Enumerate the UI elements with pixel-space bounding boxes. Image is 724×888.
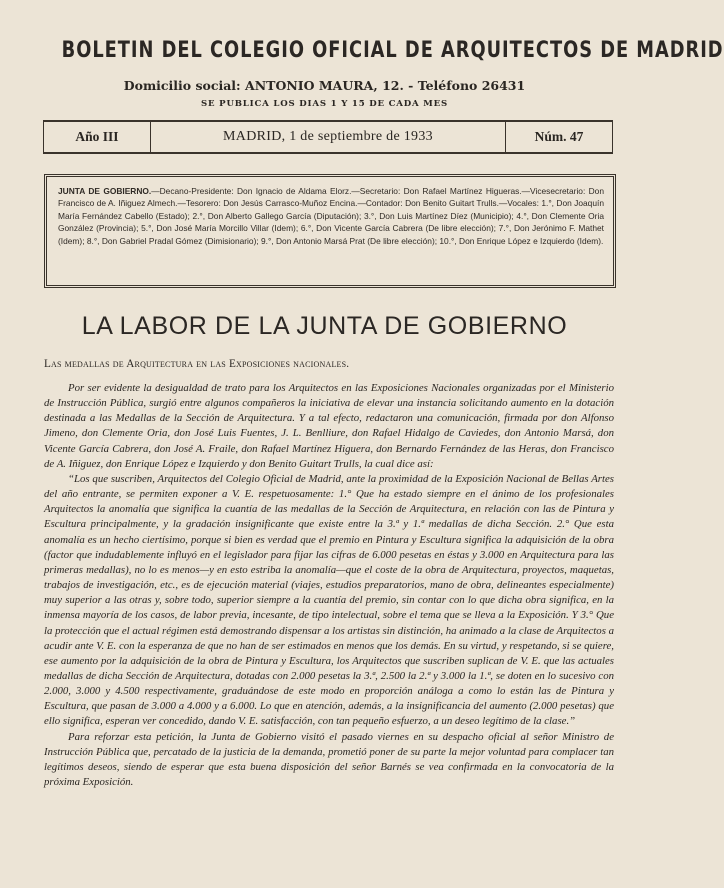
junta-gobierno-text <box>58 185 604 247</box>
article-headline: LA LABOR DE LA JUNTA DE GOBIERNO <box>81 312 568 340</box>
junta-gobierno-lead: JUNTA DE GOBIERNO. <box>58 186 152 196</box>
masthead-frequency: SE PUBLICA LOS DIAS 1 Y 15 DE CADA MES <box>201 99 448 109</box>
issue-year: Año III <box>44 122 151 152</box>
article-paragraph: Para reforzar esta petición, la Junta de Gobierno visitó el pasado viernes en su despacho oficial al señor Ministro de Instrucción Pública que, percatado de la justicia de la demanda, prometió poner de su parte la mejor voluntad para complacer tan legítimos deseos, siendo de esperar que esta buena disposición del señor Barnés se vea confirmada en la convocatoria de la próxima Exposición. <box>44 730 614 789</box>
article-paragraph: Por ser evidente la desigualdad de trato para los Arquitectos en las Exposiciones Nacionales organizadas por el Ministerio de Instrucción Pública, surgió entre algunos compañeros la iniciativa de elevar una instancia solicitando aumento en la dotación destinada a las Medallas de la Sección de Arquitectura. Y a tal efecto, redactaron una comunicación, firmada por don Alfonso Jimeno, don Clemente Oria, don José Luis Fuentes, J. L. Benlliure, don Rafael Hidalgo de Caviedes, don Antonio Marsá, don Vicente García Cabrera, don José A. Fraile, don Rafael Martínez Higuera, don Bernardo Fernández de las Heras, don Francisco de A. Iñiguez, don Enrique López e Izquierdo y don Benito Guitart Trulls, la cual dice así: <box>44 382 614 470</box>
masthead-title: BOLETIN DEL COLEGIO OFICIAL DE ARQUITECTOS DE MADRID <box>61 38 724 63</box>
article-body <box>44 381 614 790</box>
article-paragraph: “Los que suscriben, Arquitectos del Colegio Oficial de Madrid, ante la proximidad de la Exposición Nacional de Bellas Artes del año entrante, se permiten exponer a V. E. respetuosamente: 1.° Que ha estado siempre en el ánimo de los profesionales Arquitectos la anomalía que significa la cuantía de las medallas de la Sección de Arquitectura, en relación con las de Pintura y Escultura principalmente, y la gradación insignificante que existe entre la 3.ª y 1.ª medallas de dicha Sección. 2.° Que esta anomalía es un hecho ciertísimo, porque si bien es verdad que el premio en Pintura y Escultura significa la adquisición de la obra (factor que indudablemente influyó en el legislador para fijar las cifras de 6.000 pesetas en éstas y 3.000 en Arquitectura para las primeras medallas), no lo es menos—y en esto estriba la anomalía—que el coste de la obra de Arquitectura, proyectos, maquetas, trabajos de investigación, etc., es de ejecución material (viajes, estudios preparatorios, mano de obra, delineantes especialmente) muy superior a las otras y, sobre todo, superior siempre a la cuantía del premio, sin contar con lo que dicha obra significa, en la inmensa mayoría de los casos, de labor previa, incesante, de tipo intelectual, sobre el tema que se lleva a la Exposición. Y 3.° Que la protección que el actual régimen está demostrando dispensar a los artistas sin distinción, ha animado a la clase de Arquitectos a acudir ante V. E. con la esperanza de que no han de ser estimados en menos que los demás. En su virtud, y respetando, si se quiere, ese aumento por la adquisición de la obra de Pintura y Escultura, los Arquitectos que suscriben suplican de V. E. que las actuales medallas de dicha Sección de Arquitectura, dotadas con 2.000 pesetas la 3.ª, 2.500 la 2.ª y 3.000 la 1.ª, se doten en lo sucesivo con 2.000, 3.000 y 4.500 respectivamente, graduándose de este modo en proporción análoga a como lo están las de Pintura y Escultura, que pasan de 3.000 a 4.000 y a 6.000. Lo que en atención, además, a la insignificancia del aumento (2.000 pesetas) que ello significa, esperan ver concedido, dando V. E. satisfacción, con tan pequeño esfuerzo, a un deseo legítimo de la clase.” <box>44 472 614 728</box>
issue-number: Núm. 47 <box>505 122 612 152</box>
masthead-address: Domicilio social: ANTONIO MAURA, 12. - Teléfono 26431 <box>123 78 526 93</box>
issue-date-bar <box>43 120 613 154</box>
junta-gobierno-box <box>44 174 616 288</box>
junta-gobierno-members: —Decano-Presidente: Don Ignacio de Aldama Elorz.—Secretario: Don Rafael Martínez Higueras.—Vicesecretario: Don Francisco de A. Iñiguez Almech.—Tesorero: Don Jesús Carrasco-Muñoz Encina.—Contador: Don Benito Guitart Trulls.—Vocales: 1.°, Don Joaquín María Fernández Cabello (Estado); 2.°, Don Alberto Gallego García (Diputación); 3.°, Don Luis Martínez Díez (Municipio); 4.°, Don Clemente Oria González (Provincia); 5.°, Don José María Morcillo Villar (Idem); 6.°, Don Vicente García Cabrera (De libre elección); 7.°, Don Jerónimo F. Mathet (Idem); 8.°, Don Gabriel Pradal Gómez (Dimisionario); 9.°, Don Antonio Marsá Prat (De libre elección); 10.°, Don Enrique López e Izquierdo (Idem). <box>58 186 604 246</box>
article-subheading: Las medallas de Arquitectura en las Exposiciones nacionales. <box>44 358 350 370</box>
issue-date: MADRID, 1 de septiembre de 1933 <box>223 129 433 144</box>
